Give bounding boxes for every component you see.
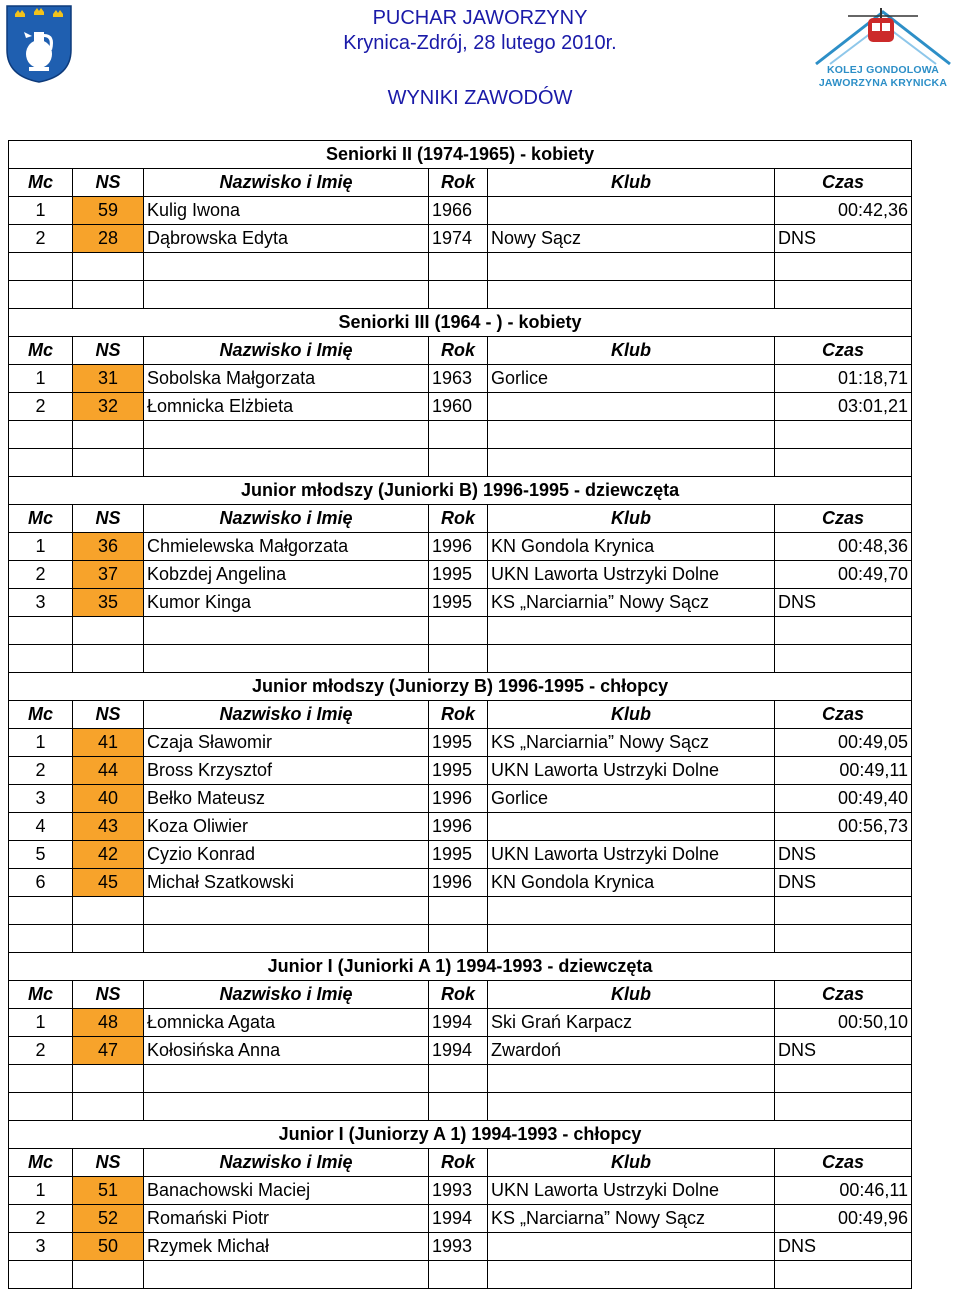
- competitor-name-cell: Dąbrowska Edyta: [144, 225, 429, 253]
- category-title: Junior I (Juniorzy A 1) 1994-1993 - chłopcy: [9, 1121, 912, 1149]
- col-header-mc: Mc: [9, 701, 73, 729]
- place-cell: 2: [9, 757, 73, 785]
- empty-cell: [73, 645, 144, 673]
- col-header-year: Rok: [429, 337, 488, 365]
- col-header-club: Klub: [488, 981, 775, 1009]
- bib-number-cell: 35: [73, 589, 144, 617]
- empty-cell: [488, 253, 775, 281]
- category-title: Junior młodszy (Juniorki B) 1996-1995 - dziewczęta: [9, 477, 912, 505]
- empty-cell: [429, 421, 488, 449]
- empty-cell: [73, 281, 144, 309]
- club-cell: KS „Narciarna” Nowy Sącz: [488, 1205, 775, 1233]
- empty-cell: [775, 449, 912, 477]
- empty-cell: [9, 253, 73, 281]
- empty-cell: [144, 925, 429, 953]
- col-header-time: Czas: [775, 981, 912, 1009]
- category-title-row: [9, 673, 912, 701]
- competitor-name-cell: Koza Oliwier: [144, 813, 429, 841]
- empty-cell: [9, 1093, 73, 1121]
- table-row: [9, 365, 912, 393]
- logo-line-1: KOLEJ GONDOLOWA: [826, 64, 940, 76]
- competitor-name-cell: Kobzdej Angelina: [144, 561, 429, 589]
- blank-row: [9, 421, 912, 449]
- col-header-name: Nazwisko i Imię: [144, 981, 429, 1009]
- birth-year-cell: 1974: [429, 225, 488, 253]
- col-header-club: Klub: [488, 169, 775, 197]
- column-header-row: [9, 701, 912, 729]
- blank-row: [9, 281, 912, 309]
- category-title: Junior I (Juniorki A 1) 1994-1993 - dziewczęta: [9, 953, 912, 981]
- category-title: Seniorki II (1974-1965) - kobiety: [9, 141, 912, 169]
- col-header-ns: NS: [73, 701, 144, 729]
- club-cell: KN Gondola Krynica: [488, 533, 775, 561]
- bib-number-cell: 48: [73, 1009, 144, 1037]
- club-cell: UKN Laworta Ustrzyki Dolne: [488, 1177, 775, 1205]
- time-cell: 00:46,11: [775, 1177, 912, 1205]
- blank-row: [9, 1065, 912, 1093]
- status-cell: DNS: [775, 841, 912, 869]
- birth-year-cell: 1963: [429, 365, 488, 393]
- club-cell: [488, 393, 775, 421]
- place-cell: 1: [9, 197, 73, 225]
- bib-number-cell: 52: [73, 1205, 144, 1233]
- category-title-row: [9, 477, 912, 505]
- empty-cell: [429, 925, 488, 953]
- birth-year-cell: 1994: [429, 1037, 488, 1065]
- competitor-name-cell: Kołosińska Anna: [144, 1037, 429, 1065]
- table-row: [9, 785, 912, 813]
- competitor-name-cell: Sobolska Małgorzata: [144, 365, 429, 393]
- status-cell: DNS: [775, 225, 912, 253]
- col-header-name: Nazwisko i Imię: [144, 1149, 429, 1177]
- empty-cell: [9, 617, 73, 645]
- empty-cell: [429, 1065, 488, 1093]
- place-cell: 2: [9, 393, 73, 421]
- birth-year-cell: 1993: [429, 1233, 488, 1261]
- category-title-row: [9, 309, 912, 337]
- empty-cell: [488, 645, 775, 673]
- table-row: [9, 197, 912, 225]
- club-cell: Zwardoń: [488, 1037, 775, 1065]
- table-row: [9, 1233, 912, 1261]
- empty-cell: [144, 897, 429, 925]
- bib-number-cell: 32: [73, 393, 144, 421]
- empty-cell: [144, 281, 429, 309]
- col-header-time: Czas: [775, 337, 912, 365]
- empty-cell: [775, 253, 912, 281]
- col-header-year: Rok: [429, 981, 488, 1009]
- blank-row: [9, 897, 912, 925]
- time-cell: 00:56,73: [775, 813, 912, 841]
- club-cell: Gorlice: [488, 785, 775, 813]
- col-header-club: Klub: [488, 337, 775, 365]
- place-cell: 6: [9, 869, 73, 897]
- time-cell: 00:49,11: [775, 757, 912, 785]
- col-header-mc: Mc: [9, 505, 73, 533]
- empty-cell: [9, 421, 73, 449]
- empty-cell: [775, 645, 912, 673]
- empty-cell: [429, 253, 488, 281]
- bib-number-cell: 50: [73, 1233, 144, 1261]
- table-row: [9, 1205, 912, 1233]
- column-header-row: [9, 1149, 912, 1177]
- empty-cell: [775, 925, 912, 953]
- competitor-name-cell: Banachowski Maciej: [144, 1177, 429, 1205]
- birth-year-cell: 1993: [429, 1177, 488, 1205]
- competitor-name-cell: Chmielewska Małgorzata: [144, 533, 429, 561]
- birth-year-cell: 1996: [429, 869, 488, 897]
- column-header-row: [9, 981, 912, 1009]
- blank-row: [9, 617, 912, 645]
- empty-cell: [775, 1065, 912, 1093]
- table-row: [9, 1037, 912, 1065]
- table-row: [9, 589, 912, 617]
- bib-number-cell: 31: [73, 365, 144, 393]
- bib-number-cell: 44: [73, 757, 144, 785]
- club-cell: UKN Laworta Ustrzyki Dolne: [488, 561, 775, 589]
- empty-cell: [73, 421, 144, 449]
- club-cell: [488, 1233, 775, 1261]
- table-row: [9, 225, 912, 253]
- empty-cell: [9, 897, 73, 925]
- event-date-location: Krynica-Zdrój, 28 lutego 2010r.: [343, 32, 617, 54]
- time-cell: 00:49,96: [775, 1205, 912, 1233]
- bib-number-cell: 40: [73, 785, 144, 813]
- page-title: PUCHAR JAWORZYNY: [372, 7, 588, 29]
- time-cell: 03:01,21: [775, 393, 912, 421]
- kolej-gondolowa-logo: [808, 4, 958, 92]
- place-cell: 1: [9, 1177, 73, 1205]
- competitor-name-cell: Czaja Sławomir: [144, 729, 429, 757]
- club-cell: [488, 813, 775, 841]
- table-row: [9, 1177, 912, 1205]
- table-row: [9, 841, 912, 869]
- empty-cell: [488, 617, 775, 645]
- birth-year-cell: 1995: [429, 561, 488, 589]
- empty-cell: [488, 421, 775, 449]
- col-header-name: Nazwisko i Imię: [144, 701, 429, 729]
- column-header-row: [9, 337, 912, 365]
- table-row: [9, 533, 912, 561]
- category-title: Seniorki III (1964 - ) - kobiety: [9, 309, 912, 337]
- birth-year-cell: 1996: [429, 533, 488, 561]
- club-cell: KS „Narciarnia” Nowy Sącz: [488, 729, 775, 757]
- place-cell: 3: [9, 785, 73, 813]
- time-cell: 01:18,71: [775, 365, 912, 393]
- birth-year-cell: 1994: [429, 1205, 488, 1233]
- empty-cell: [9, 449, 73, 477]
- birth-year-cell: 1994: [429, 1009, 488, 1037]
- empty-cell: [73, 449, 144, 477]
- blank-row: [9, 449, 912, 477]
- status-cell: DNS: [775, 869, 912, 897]
- time-cell: 00:49,70: [775, 561, 912, 589]
- birth-year-cell: 1966: [429, 197, 488, 225]
- place-cell: 2: [9, 225, 73, 253]
- bib-number-cell: 42: [73, 841, 144, 869]
- bib-number-cell: 28: [73, 225, 144, 253]
- table-row: [9, 813, 912, 841]
- place-cell: 2: [9, 561, 73, 589]
- empty-cell: [775, 421, 912, 449]
- competitor-name-cell: Kumor Kinga: [144, 589, 429, 617]
- col-header-year: Rok: [429, 505, 488, 533]
- place-cell: 4: [9, 813, 73, 841]
- club-cell: Gorlice: [488, 365, 775, 393]
- time-cell: 00:50,10: [775, 1009, 912, 1037]
- empty-cell: [9, 645, 73, 673]
- col-header-ns: NS: [73, 337, 144, 365]
- blank-row: [9, 645, 912, 673]
- competitor-name-cell: Łomnicka Agata: [144, 1009, 429, 1037]
- empty-cell: [9, 281, 73, 309]
- category-title: Junior młodszy (Juniorzy B) 1996-1995 - chłopcy: [9, 673, 912, 701]
- col-header-time: Czas: [775, 1149, 912, 1177]
- bib-number-cell: 47: [73, 1037, 144, 1065]
- bib-number-cell: 51: [73, 1177, 144, 1205]
- col-header-club: Klub: [488, 505, 775, 533]
- empty-cell: [144, 449, 429, 477]
- empty-cell: [488, 925, 775, 953]
- col-header-ns: NS: [73, 169, 144, 197]
- place-cell: 2: [9, 1037, 73, 1065]
- col-header-time: Czas: [775, 505, 912, 533]
- empty-cell: [144, 421, 429, 449]
- col-header-year: Rok: [429, 1149, 488, 1177]
- time-cell: 00:48,36: [775, 533, 912, 561]
- empty-cell: [775, 617, 912, 645]
- birth-year-cell: 1995: [429, 589, 488, 617]
- blank-row: [9, 925, 912, 953]
- birth-year-cell: 1996: [429, 813, 488, 841]
- status-cell: DNS: [775, 1037, 912, 1065]
- col-header-club: Klub: [488, 701, 775, 729]
- empty-cell: [73, 1065, 144, 1093]
- competitor-name-cell: Romański Piotr: [144, 1205, 429, 1233]
- place-cell: 1: [9, 365, 73, 393]
- empty-cell: [429, 897, 488, 925]
- results-heading: WYNIKI ZAWODÓW: [387, 87, 573, 109]
- results-table: [8, 140, 912, 1289]
- empty-cell: [144, 253, 429, 281]
- birth-year-cell: 1960: [429, 393, 488, 421]
- gondola-icon: [808, 4, 958, 66]
- column-header-row: [9, 169, 912, 197]
- col-header-mc: Mc: [9, 169, 73, 197]
- bib-number-cell: 43: [73, 813, 144, 841]
- logo-line-2: JAWORZYNA KRYNICKA: [818, 77, 948, 89]
- birth-year-cell: 1995: [429, 729, 488, 757]
- empty-cell: [73, 925, 144, 953]
- column-header-row: [9, 505, 912, 533]
- empty-cell: [429, 449, 488, 477]
- club-cell: UKN Laworta Ustrzyki Dolne: [488, 841, 775, 869]
- place-cell: 5: [9, 841, 73, 869]
- table-row: [9, 869, 912, 897]
- competitor-name-cell: Rzymek Michał: [144, 1233, 429, 1261]
- col-header-name: Nazwisko i Imię: [144, 505, 429, 533]
- empty-cell: [73, 253, 144, 281]
- time-cell: 00:42,36: [775, 197, 912, 225]
- table-row: [9, 729, 912, 757]
- club-cell: KS „Narciarnia” Nowy Sącz: [488, 589, 775, 617]
- empty-cell: [488, 1093, 775, 1121]
- bib-number-cell: 45: [73, 869, 144, 897]
- col-header-time: Czas: [775, 169, 912, 197]
- place-cell: 1: [9, 533, 73, 561]
- place-cell: 1: [9, 1009, 73, 1037]
- place-cell: 2: [9, 1205, 73, 1233]
- empty-cell: [73, 1093, 144, 1121]
- col-header-time: Czas: [775, 701, 912, 729]
- empty-cell: [73, 897, 144, 925]
- empty-cell: [775, 897, 912, 925]
- place-cell: 3: [9, 1233, 73, 1261]
- competitor-name-cell: Kulig Iwona: [144, 197, 429, 225]
- empty-cell: [73, 617, 144, 645]
- col-header-ns: NS: [73, 1149, 144, 1177]
- competitor-name-cell: Michał Szatkowski: [144, 869, 429, 897]
- empty-cell: [429, 281, 488, 309]
- empty-cell: [144, 617, 429, 645]
- col-header-club: Klub: [488, 1149, 775, 1177]
- empty-cell: [775, 281, 912, 309]
- time-cell: 00:49,05: [775, 729, 912, 757]
- empty-cell: [144, 1065, 429, 1093]
- col-header-mc: Mc: [9, 337, 73, 365]
- blank-row: [9, 253, 912, 281]
- empty-cell: [488, 281, 775, 309]
- blank-row: [9, 1261, 912, 1289]
- empty-cell: [775, 1093, 912, 1121]
- birth-year-cell: 1995: [429, 757, 488, 785]
- club-cell: Ski Grań Karpacz: [488, 1009, 775, 1037]
- empty-cell: [9, 925, 73, 953]
- empty-cell: [144, 645, 429, 673]
- empty-cell: [9, 1261, 73, 1289]
- place-cell: 1: [9, 729, 73, 757]
- empty-cell: [144, 1261, 429, 1289]
- empty-cell: [9, 1065, 73, 1093]
- category-title-row: [9, 141, 912, 169]
- empty-cell: [488, 1261, 775, 1289]
- empty-cell: [429, 617, 488, 645]
- competitor-name-cell: Bross Krzysztof: [144, 757, 429, 785]
- table-row: [9, 393, 912, 421]
- empty-cell: [429, 1093, 488, 1121]
- bib-number-cell: 36: [73, 533, 144, 561]
- place-cell: 3: [9, 589, 73, 617]
- table-row: [9, 561, 912, 589]
- empty-cell: [775, 1261, 912, 1289]
- empty-cell: [429, 645, 488, 673]
- col-header-ns: NS: [73, 981, 144, 1009]
- col-header-year: Rok: [429, 701, 488, 729]
- bib-number-cell: 59: [73, 197, 144, 225]
- table-row: [9, 1009, 912, 1037]
- status-cell: DNS: [775, 589, 912, 617]
- empty-cell: [488, 449, 775, 477]
- birth-year-cell: 1995: [429, 841, 488, 869]
- col-header-year: Rok: [429, 169, 488, 197]
- col-header-name: Nazwisko i Imię: [144, 169, 429, 197]
- empty-cell: [488, 897, 775, 925]
- col-header-mc: Mc: [9, 981, 73, 1009]
- bib-number-cell: 37: [73, 561, 144, 589]
- time-cell: 00:49,40: [775, 785, 912, 813]
- bib-number-cell: 41: [73, 729, 144, 757]
- club-cell: Nowy Sącz: [488, 225, 775, 253]
- col-header-mc: Mc: [9, 1149, 73, 1177]
- competitor-name-cell: Łomnicka Elżbieta: [144, 393, 429, 421]
- empty-cell: [73, 1261, 144, 1289]
- category-title-row: [9, 1121, 912, 1149]
- col-header-ns: NS: [73, 505, 144, 533]
- competitor-name-cell: Cyzio Konrad: [144, 841, 429, 869]
- category-title-row: [9, 953, 912, 981]
- status-cell: DNS: [775, 1233, 912, 1261]
- empty-cell: [144, 1093, 429, 1121]
- col-header-name: Nazwisko i Imię: [144, 337, 429, 365]
- club-cell: KN Gondola Krynica: [488, 869, 775, 897]
- empty-cell: [429, 1261, 488, 1289]
- club-cell: UKN Laworta Ustrzyki Dolne: [488, 757, 775, 785]
- empty-cell: [488, 1065, 775, 1093]
- club-cell: [488, 197, 775, 225]
- birth-year-cell: 1996: [429, 785, 488, 813]
- table-row: [9, 757, 912, 785]
- competitor-name-cell: Bełko Mateusz: [144, 785, 429, 813]
- blank-row: [9, 1093, 912, 1121]
